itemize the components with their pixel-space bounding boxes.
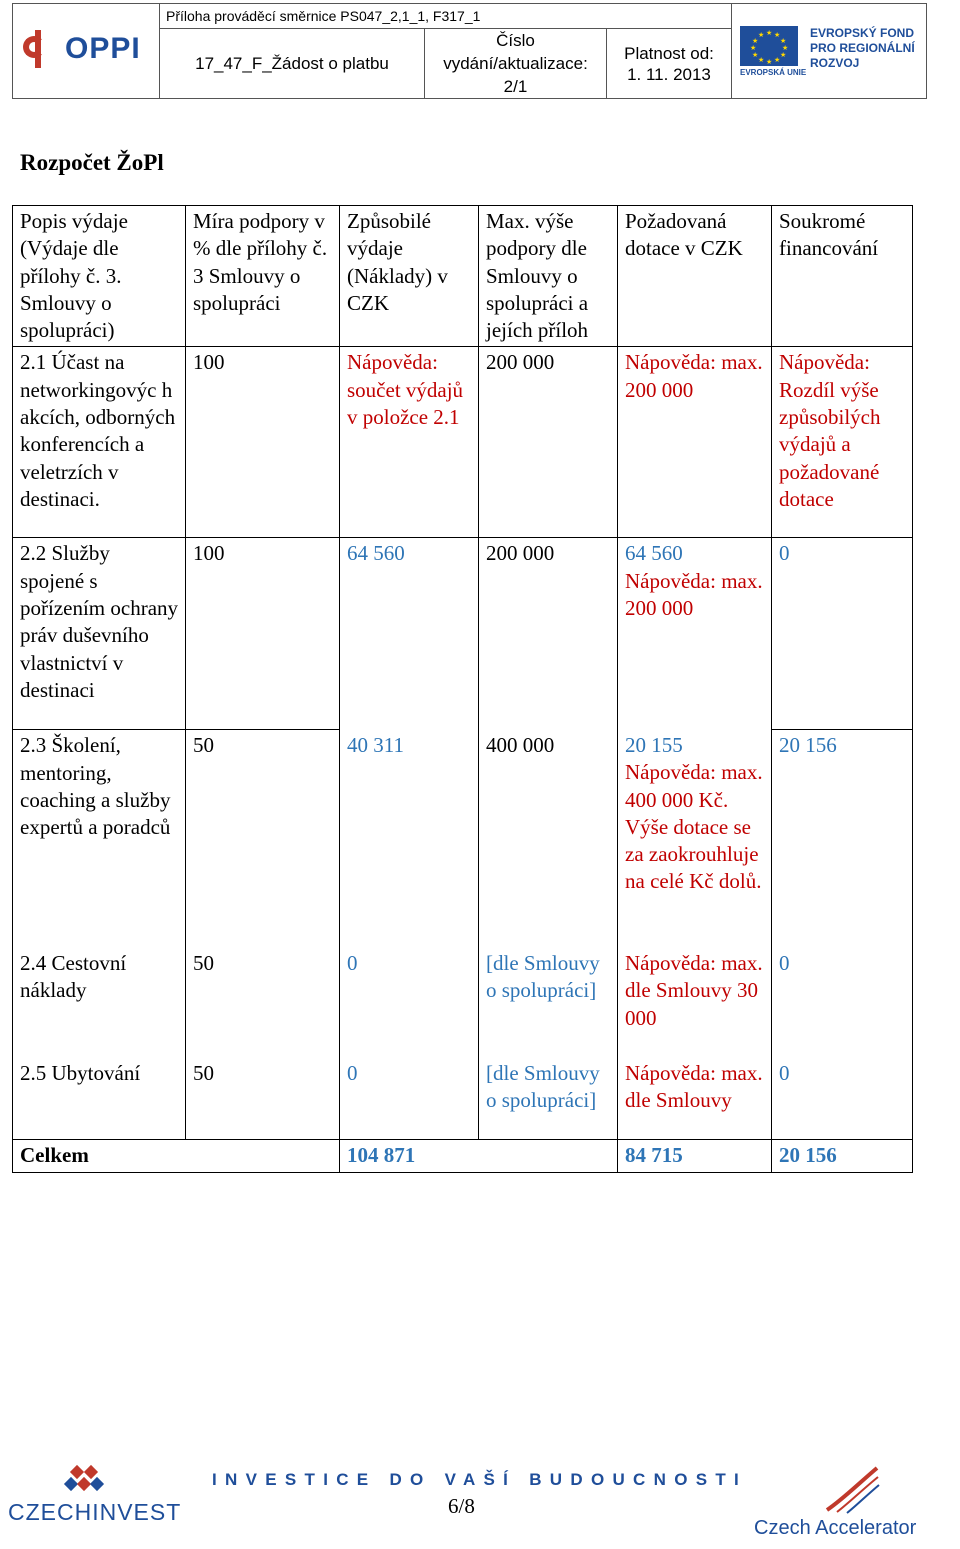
- page-number: 6/8: [448, 1494, 475, 1518]
- requested-hint: Nápověda: max. 200 000: [625, 568, 763, 621]
- validity-value: 1. 11. 2013: [627, 64, 711, 84]
- header-desc: Popis výdaje (Výdaje dle přílohy č. 3. Smlouvy o spolupráci): [13, 206, 186, 347]
- total-requested: 84 715: [618, 1140, 772, 1172]
- row-desc: 2.4 Cestovní náklady: [13, 948, 186, 1058]
- oppi-logo: [19, 30, 141, 68]
- row-requested: [618, 948, 772, 1058]
- eu-fund-label: EVROPSKÝ FOND PRO REGIONÁLNÍ ROZVOJ: [810, 26, 915, 70]
- accelerator-logo-text: Czech Accelerator: [754, 1517, 917, 1539]
- header-rate: Míra podpory v % dle přílohy č. 3 Smlouvy o spolupráci: [186, 206, 340, 347]
- validity-cell: [607, 29, 732, 99]
- private-value: 20 156: [779, 733, 837, 758]
- oppi-logo-icon: [19, 30, 57, 68]
- table-row: [13, 948, 913, 1058]
- eu-flag-icon: ★ ★ ★ ★ ★ ★ ★ ★ ★ ★ ★ ★: [740, 26, 798, 66]
- row-desc: 2.2 Služby spojené s pořízením ochrany práv duševního vlastnictví v destinaci: [13, 538, 186, 730]
- czechinvest-logo: [8, 1465, 182, 1525]
- row-requested: [618, 538, 772, 730]
- row-desc: 2.1 Účast na networkingovýc h akcích, odborných konferencích a veletrzích v destinaci.: [13, 347, 186, 538]
- row-rate: 50: [186, 730, 340, 948]
- row-eligible: [340, 948, 479, 1058]
- header-requested: Požadovaná dotace v CZK: [618, 206, 772, 347]
- row-rate: 50: [186, 1058, 340, 1140]
- header-eligible: Způsobilé výdaje (Náklady) v CZK: [340, 206, 479, 347]
- row-requested: [618, 730, 772, 948]
- row-private: [772, 347, 913, 538]
- row-private: [772, 538, 913, 730]
- document-code: 17_47_F_Žádost o platbu: [160, 29, 425, 99]
- total-label: Celkem: [13, 1140, 340, 1172]
- row-max: [dle Smlouvy o spolupráci]: [479, 948, 618, 1058]
- oppi-logo-cell: [13, 4, 160, 99]
- row-desc: 2.3 Školení, mentoring, coaching a služby expertů a poradců: [13, 730, 186, 948]
- requested-hint: Nápověda: max. 400 000 Kč. Výše dotace se za zaokrouhluje na celé Kč dolů.: [625, 760, 763, 894]
- row-requested: [618, 1058, 772, 1140]
- total-private: 20 156: [772, 1140, 913, 1172]
- validity-label: Platnost od:: [624, 43, 714, 63]
- eligible-value: 64 560: [347, 541, 405, 566]
- eligible-value: 40 311: [347, 732, 404, 757]
- total-eligible: 104 871: [340, 1140, 618, 1172]
- requested-hint: Nápověda: max. 200 000: [625, 350, 763, 402]
- row-private: [772, 948, 913, 1058]
- accelerator-swoosh-icon: [822, 1465, 882, 1515]
- oppi-logo-text: OPPI: [65, 32, 141, 65]
- footer-motto: INVESTICE DO VAŠÍ BUDOUCNOSTI: [212, 1470, 748, 1489]
- eligible-value: 0: [347, 1060, 358, 1085]
- document-header: [12, 3, 927, 99]
- page-title: Rozpočet ŽoPl: [20, 150, 164, 175]
- row-rate: 100: [186, 538, 340, 730]
- private-value: 0: [779, 950, 790, 975]
- row-rate: 50: [186, 948, 340, 1058]
- row-desc: 2.5 Ubytování: [13, 1058, 186, 1140]
- row-max: 200 000: [479, 538, 618, 730]
- version-value: 2/1: [503, 77, 528, 96]
- version-label: Číslo vydání/aktualizace:: [443, 31, 588, 73]
- table-header-row: [13, 206, 913, 347]
- requested-hint: Nápověda: max. dle Smlouvy: [625, 1060, 763, 1113]
- private-hint: Nápověda: Rozdíl výše způsobilých výdajů a požadované dotace: [779, 350, 881, 511]
- row-eligible: [340, 538, 479, 730]
- header-private: Soukromé financování: [772, 206, 913, 347]
- row-max: 200 000: [479, 347, 618, 538]
- row-eligible: [340, 730, 479, 948]
- version-cell: [425, 29, 607, 99]
- row-eligible: [340, 1058, 479, 1140]
- requested-hint: Nápověda: max. dle Smlouvy 30 000: [625, 950, 763, 1030]
- table-row: [13, 538, 913, 730]
- header-top-line: Příloha prováděcí směrnice PS047_2,1_1, F317_1: [160, 4, 732, 29]
- row-max: 400 000: [479, 730, 618, 948]
- table-total-row: [13, 1140, 913, 1172]
- row-requested: [618, 347, 772, 538]
- private-value: 0: [779, 541, 790, 566]
- table-row: [13, 347, 913, 538]
- eligible-hint: Nápověda: součet výdajů v položce 2.1: [347, 350, 464, 430]
- header-max: Max. výše podpory dle Smlouvy o spolupráci a jejích příloh: [479, 206, 618, 347]
- czechinvest-logo-text: CZECHINVEST: [8, 1499, 182, 1525]
- czechinvest-logo-icon: [64, 1465, 106, 1499]
- czech-accelerator-logo: [752, 1465, 947, 1540]
- row-max: [dle Smlouvy o spolupráci]: [479, 1058, 618, 1140]
- requested-value: 20 155: [625, 732, 683, 757]
- requested-value: 64 560: [625, 541, 683, 566]
- row-private: [772, 730, 913, 948]
- row-private: [772, 1058, 913, 1140]
- row-rate: 100: [186, 347, 340, 538]
- eligible-value: 0: [347, 950, 358, 975]
- row-eligible: [340, 347, 479, 538]
- private-value: 0: [779, 1060, 790, 1085]
- eu-logo-cell: [732, 4, 927, 99]
- budget-table: [12, 205, 913, 1173]
- eu-union-label: EVROPSKÁ UNIE: [740, 68, 807, 77]
- table-row: [13, 1058, 913, 1140]
- table-row: [13, 730, 913, 948]
